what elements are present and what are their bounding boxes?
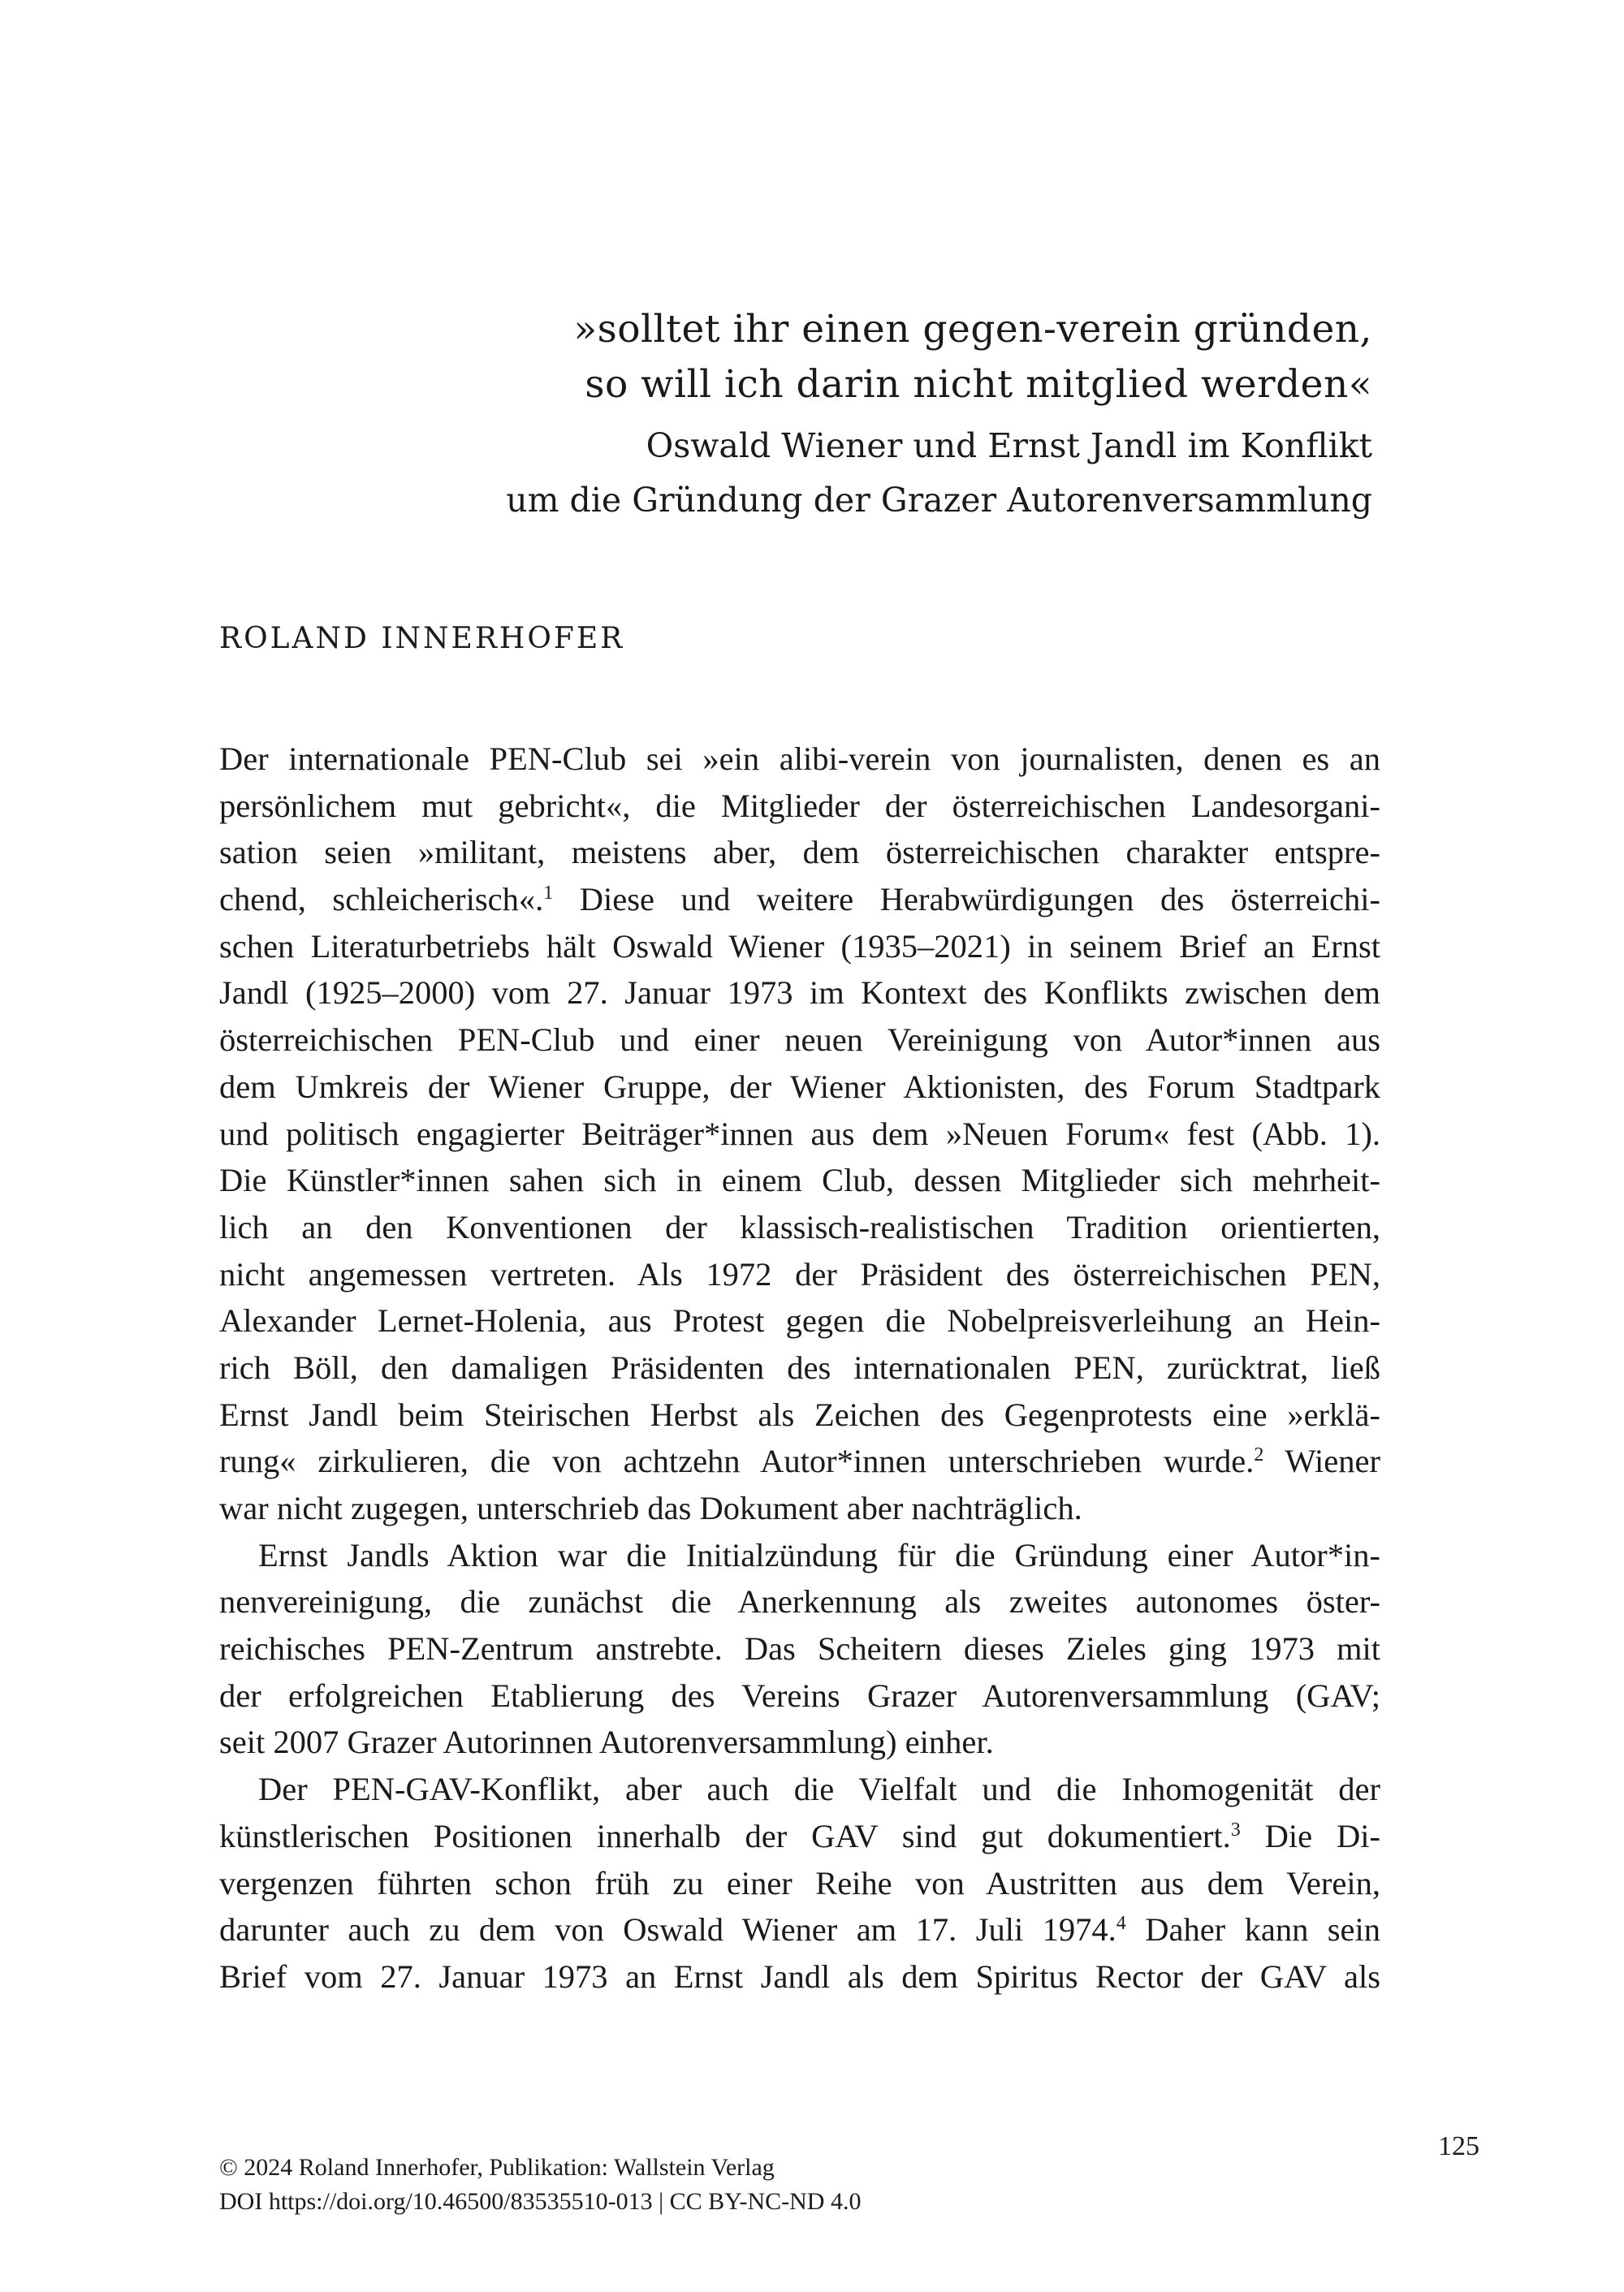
body-line: persönlichem mut gebricht«, die Mitglieder der österreichischen Landesorgani-: [219, 787, 1380, 824]
body-line: [219, 1438, 1380, 1485]
body-line: reichisches PEN-Zentrum anstrebte. Das Scheitern dieses Zieles ging 1973 mit: [219, 1630, 1380, 1668]
footnote-mark: 2: [1254, 1444, 1264, 1466]
chapter-subtitle: [235, 419, 1372, 528]
body-line-segment: künstlerischen Positionen innerhalb der GAV sind gut dokumentiert.: [219, 1817, 1231, 1854]
body-line: Ernst Jandl beim Steirischen Herbst als Zeichen des Gegenprotests eine »erklä-: [219, 1396, 1380, 1433]
chapter-title-line-1: »solltet ihr einen gegen-verein gründen,: [573, 307, 1372, 352]
chapter-title-line-2: so will ich darin nicht mitglied werden«: [585, 362, 1372, 407]
chapter-subtitle-line-1: Oswald Wiener und Ernst Jandl im Konflikt: [646, 426, 1372, 465]
body-line: [219, 1813, 1380, 1860]
body-line-segment: Daher kann sein: [1125, 1911, 1380, 1949]
doi-license: DOI https://doi.org/10.46500/83535510-013 | CC BY-NC-ND 4.0: [219, 2188, 862, 2215]
body-line: österreichischen PEN-Club und einer neuen Vereinigung von Autor*innen aus: [219, 1021, 1380, 1059]
body-line: Die Künstler*innen sahen sich in einem Club, dessen Mitglieder sich mehrheit-: [219, 1162, 1380, 1199]
body-line: nenvereinigung, die zunächst die Anerkennung als zweites autonomes öster-: [219, 1583, 1380, 1621]
body-line: Jandl (1925–2000) vom 27. Januar 1973 im Kontext des Konflikts zwischen dem: [219, 974, 1380, 1012]
body-line: Der PEN-GAV-Konflikt, aber auch die Vielfalt und die Inhomogenität der: [258, 1771, 1380, 1808]
footnote-mark: 3: [1230, 1819, 1241, 1841]
body-line: sation seien »militant, meistens aber, dem österreichischen charakter entspre-: [219, 834, 1380, 871]
body-line: dem Umkreis der Wiener Gruppe, der Wiener Aktionisten, des Forum Stadtpark: [219, 1068, 1380, 1105]
body-line: lich an den Konventionen der klassisch-realistischen Tradition orientierten,: [219, 1208, 1380, 1245]
page-number: 125: [1438, 2131, 1479, 2161]
body-line: [219, 1906, 1380, 1953]
body-line: Brief vom 27. Januar 1973 an Ernst Jandl als dem Spiritus Rector der GAV als: [219, 1957, 1380, 1995]
footnote-mark: 4: [1116, 1913, 1126, 1935]
body-line: [219, 876, 1380, 923]
chapter-subtitle-line-2: um die Gründung der Grazer Autorenversammlung: [506, 481, 1372, 520]
body-line: Alexander Lernet-Holenia, aus Protest gegen die Nobelpreisverleihung an Hein-: [219, 1302, 1380, 1340]
body-line-segment: Die Di-: [1240, 1817, 1380, 1854]
body-line: und politisch engagierter Beiträger*innen aus dem »Neuen Forum« fest (Abb. 1).: [219, 1115, 1380, 1152]
body-line: war nicht zugegen, unterschrieb das Dokument aber nachträglich.: [219, 1490, 1082, 1526]
body-line: Ernst Jandls Aktion war die Initialzündung für die Gründung einer Autor*in-: [258, 1536, 1380, 1573]
body-line: Der internationale PEN-Club sei »ein alibi-verein von journalisten, denen es an: [219, 740, 1380, 777]
chapter-title-block: [235, 302, 1372, 528]
body-line-segment: darunter auch zu dem von Oswald Wiener am 17. Juli 1974.: [219, 1911, 1116, 1949]
body-line: rich Böll, den damaligen Präsidenten des internationalen PEN, zurücktrat, ließ: [219, 1349, 1380, 1386]
body-line-segment: Wiener: [1263, 1443, 1380, 1480]
body-line: seit 2007 Grazer Autorinnen Autorenversammlung) einher.: [219, 1724, 994, 1761]
copyright-notice: © 2024 Roland Innerhofer, Publikation: Wallstein Verlag: [219, 2154, 775, 2181]
page-footer: [219, 2151, 861, 2219]
body-line: nicht angemessen vertreten. Als 1972 der Präsident des österreichischen PEN,: [219, 1255, 1380, 1293]
body-line-segment: chend, schleicherisch«.: [219, 881, 544, 918]
body-text: [219, 736, 1380, 2001]
body-line: schen Literaturbetriebs hält Oswald Wiener (1935–2021) in seinem Brief an Ernst: [219, 927, 1380, 965]
body-line-segment: Diese und weitere Herabwürdigungen des österreichi-: [553, 881, 1380, 918]
body-line-segment: rung« zirkulieren, die von achtzehn Autor*innen unterschrieben wurde.: [219, 1443, 1255, 1480]
body-line: der erfolgreichen Etablierung des Vereins Grazer Autorenversammlung (GAV;: [219, 1677, 1380, 1714]
footnote-mark: 1: [543, 883, 554, 904]
author-name: ROLAND INNERHOFER: [219, 622, 625, 655]
body-line: vergenzen führten schon früh zu einer Reihe von Austritten aus dem Verein,: [219, 1864, 1380, 1901]
